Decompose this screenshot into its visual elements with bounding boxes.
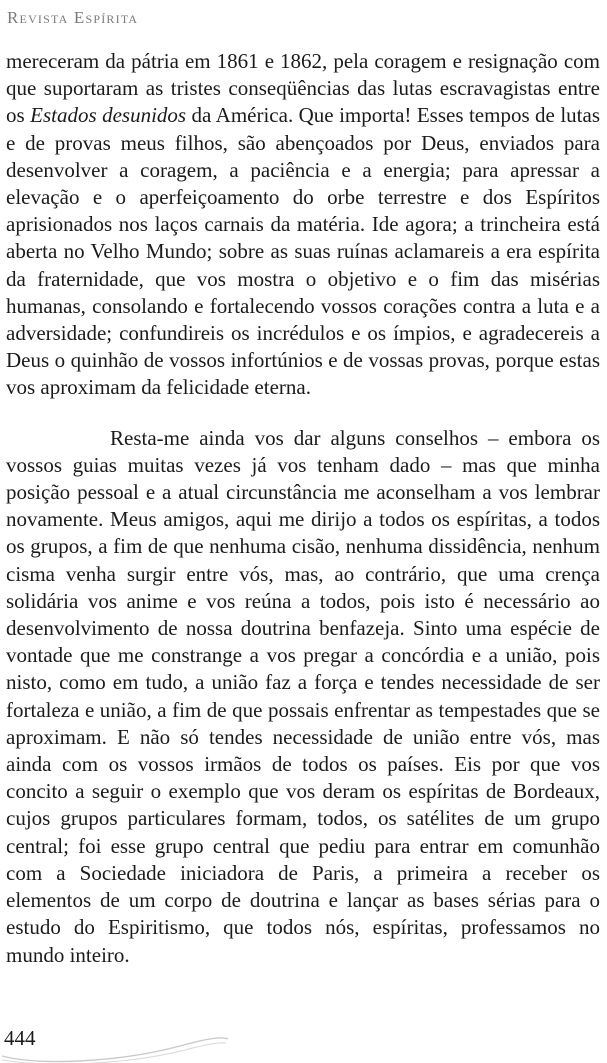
running-header-title: Revista Espírita	[7, 8, 139, 27]
page-body-text	[6, 48, 600, 969]
page-number: 444	[4, 1026, 36, 1050]
paragraph-2: Resta-me ainda vos dar alguns conselhos – embora os vossos guias muitas vezes já vos tenham dado – mas que minha posição pessoal e a atual circunstância me aconselham a vos lembrar novamente. Meus amigos, aqui me dirijo a todos os espíritas, a todos os grupos, a fim de que nenhuma cisão, nenhuma dissidência, nenhum cisma venha surgir entre vós, mas, ao contrário, que uma crença solidária vos anime e vos reúna a todos, pois isto é necessário ao desenvolvimento de nossa doutrina benfazeja. Sinto uma espécie de vontade que me constrange a vos pregar a concórdia e a união, pois nisto, como em tudo, a união faz a força e tendes necessidade de ser fortaleza e união, a fim de que possais enfrentar as tempestades que se aproximam. E não só tendes necessidade de união entre vós, mas ainda com os vossos irmãos de todos os países. Eis por que vos concito a seguir o exemplo que vos deram os espíritas de Bordeaux, cujos grupos particulares formam, todos, os satélites de um grupo central; foi esse grupo central que pediu para entrar em comunhão com a Sociedade iniciadora de Paris, a primeira a receber os elementos de um corpo de doutrina e lançar as bases sérias para o estudo do Espiritismo, que todos nós, espíritas, professamos no mundo inteiro.	[6, 425, 600, 967]
paragraph-1	[6, 48, 600, 402]
paragraph-1-part-1: mereceram da pátria em 1861 e 1862, pela coragem e resignação com que suportaram as tristes conseqüências das lutas escravagistas entre os	[6, 49, 600, 128]
paragraph-1-part-2: da América. Que importa! Esses tempos de lutas e de provas meus filhos, são abençoados por Deus, enviados para desenvolver a coragem, a paciência e a energia; para apressar a elevação e o aperfeiçoamento do orbe terrestre e dos Espíritos aprisionados nos laços carnais da matéria. Ide agora; a trincheira está aberta no Velho Mundo; sobre as suas ruínas aclamareis a era espírita da fraternidade, que vos mostra o objetivo e o fim das misérias humanas, consolando e fortalecendo vossos corações contra a luta e a adversidade; confundireis os incrédulos e os ímpios, e agradecereis a Deus o quinhão de vossos infortúnios e de vossas provas, porque estas vos aproximam da felicidade eterna.	[6, 103, 600, 400]
paragraph-1-emphasis: Estados desunidos	[30, 103, 187, 128]
